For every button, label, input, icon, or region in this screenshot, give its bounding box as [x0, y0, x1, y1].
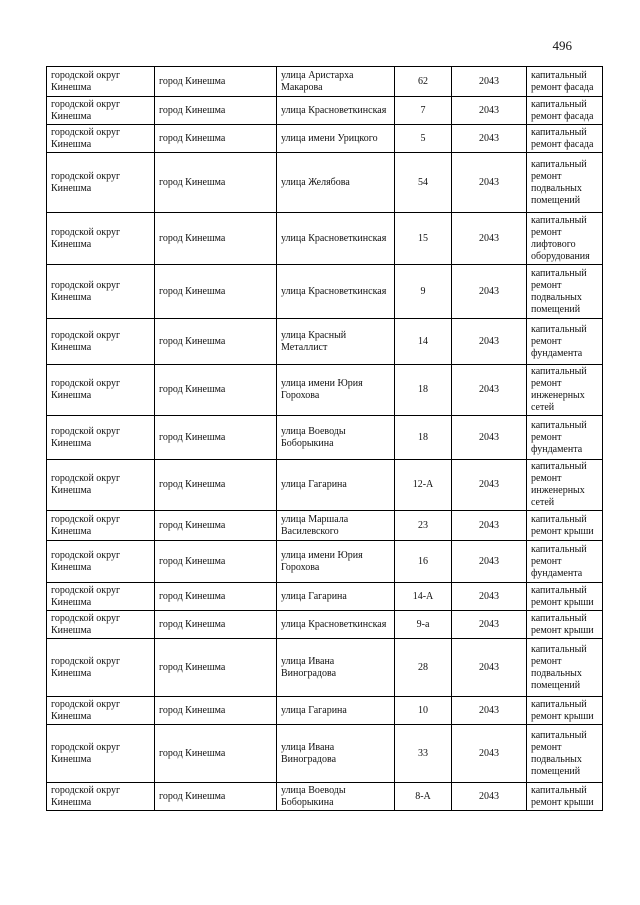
street-cell: улица Воеводы Боборыкина — [277, 783, 395, 811]
table-row — [47, 416, 603, 460]
city-cell: город Кинешма — [155, 319, 277, 365]
city-cell: город Кинешма — [155, 97, 277, 125]
city-cell: город Кинешма — [155, 725, 277, 783]
table-row — [47, 125, 603, 153]
street-cell: улица Гагарина — [277, 583, 395, 611]
city-cell: город Кинешма — [155, 365, 277, 416]
district-cell: городской округ Кинешма — [47, 639, 155, 697]
house-number-cell: 62 — [395, 67, 452, 97]
year-cell: 2043 — [452, 319, 527, 365]
city-cell: город Кинешма — [155, 583, 277, 611]
house-number-cell: 54 — [395, 153, 452, 213]
house-number-cell: 18 — [395, 416, 452, 460]
table-row — [47, 365, 603, 416]
district-cell: городской округ Кинешма — [47, 697, 155, 725]
street-cell: улица Красноветкинская — [277, 611, 395, 639]
year-cell: 2043 — [452, 365, 527, 416]
district-cell: городской округ Кинешма — [47, 783, 155, 811]
city-cell: город Кинешма — [155, 67, 277, 97]
work-type-cell: капитальный ремонт подвальных помещений — [527, 265, 603, 319]
table-row — [47, 460, 603, 511]
house-number-cell: 28 — [395, 639, 452, 697]
street-cell: улица Желябова — [277, 153, 395, 213]
year-cell: 2043 — [452, 511, 527, 541]
year-cell: 2043 — [452, 153, 527, 213]
district-cell: городской округ Кинешма — [47, 125, 155, 153]
street-cell: улица имени Юрия Горохова — [277, 365, 395, 416]
city-cell: город Кинешма — [155, 611, 277, 639]
house-number-cell: 18 — [395, 365, 452, 416]
house-number-cell: 33 — [395, 725, 452, 783]
city-cell: город Кинешма — [155, 153, 277, 213]
year-cell: 2043 — [452, 639, 527, 697]
house-number-cell: 8-А — [395, 783, 452, 811]
district-cell: городской округ Кинешма — [47, 153, 155, 213]
house-number-cell: 7 — [395, 97, 452, 125]
work-type-cell: капитальный ремонт инженерных сетей — [527, 460, 603, 511]
work-type-cell: капитальный ремонт подвальных помещений — [527, 725, 603, 783]
table-row — [47, 213, 603, 265]
work-type-cell: капитальный ремонт крыши — [527, 611, 603, 639]
table-row — [47, 725, 603, 783]
street-cell: улица Гагарина — [277, 697, 395, 725]
page-number: 496 — [552, 38, 572, 53]
city-cell: город Кинешма — [155, 541, 277, 583]
year-cell: 2043 — [452, 97, 527, 125]
table-row — [47, 67, 603, 97]
year-cell: 2043 — [452, 725, 527, 783]
district-cell: городской округ Кинешма — [47, 611, 155, 639]
table-row — [47, 319, 603, 365]
district-cell: городской округ Кинешма — [47, 541, 155, 583]
district-cell: городской округ Кинешма — [47, 583, 155, 611]
house-number-cell: 14-А — [395, 583, 452, 611]
work-type-cell: капитальный ремонт фасада — [527, 125, 603, 153]
street-cell: улица Ивана Виноградова — [277, 725, 395, 783]
table-row — [47, 783, 603, 811]
work-type-cell: капитальный ремонт инженерных сетей — [527, 365, 603, 416]
year-cell: 2043 — [452, 697, 527, 725]
table-row — [47, 153, 603, 213]
year-cell: 2043 — [452, 125, 527, 153]
street-cell: улица имени Урицкого — [277, 125, 395, 153]
table-row — [47, 97, 603, 125]
street-cell: улица Красный Металлист — [277, 319, 395, 365]
district-cell: городской округ Кинешма — [47, 725, 155, 783]
work-type-cell: капитальный ремонт фасада — [527, 97, 603, 125]
city-cell: город Кинешма — [155, 783, 277, 811]
year-cell: 2043 — [452, 460, 527, 511]
year-cell: 2043 — [452, 583, 527, 611]
street-cell: улица Ивана Виноградова — [277, 639, 395, 697]
year-cell: 2043 — [452, 67, 527, 97]
work-type-cell: капитальный ремонт крыши — [527, 783, 603, 811]
year-cell: 2043 — [452, 611, 527, 639]
district-cell: городской округ Кинешма — [47, 365, 155, 416]
table-row — [47, 511, 603, 541]
district-cell: городской округ Кинешма — [47, 97, 155, 125]
district-cell: городской округ Кинешма — [47, 511, 155, 541]
table-row — [47, 541, 603, 583]
district-cell: городской округ Кинешма — [47, 265, 155, 319]
city-cell: город Кинешма — [155, 265, 277, 319]
work-type-cell: капитальный ремонт фундамента — [527, 541, 603, 583]
table-row — [47, 611, 603, 639]
street-cell: улица Красноветкинская — [277, 213, 395, 265]
work-type-cell: капитальный ремонт крыши — [527, 511, 603, 541]
street-cell: улица Воеводы Боборыкина — [277, 416, 395, 460]
district-cell: городской округ Кинешма — [47, 416, 155, 460]
district-cell: городской округ Кинешма — [47, 67, 155, 97]
house-number-cell: 12-А — [395, 460, 452, 511]
city-cell: город Кинешма — [155, 416, 277, 460]
street-cell: улица имени Юрия Горохова — [277, 541, 395, 583]
street-cell: улица Красноветкинская — [277, 97, 395, 125]
work-type-cell: капитальный ремонт крыши — [527, 583, 603, 611]
house-number-cell: 9-а — [395, 611, 452, 639]
house-number-cell: 14 — [395, 319, 452, 365]
house-number-cell: 9 — [395, 265, 452, 319]
work-type-cell: капитальный ремонт фундамента — [527, 416, 603, 460]
table-body — [47, 67, 603, 811]
table-row — [47, 265, 603, 319]
work-type-cell: капитальный ремонт фундамента — [527, 319, 603, 365]
year-cell: 2043 — [452, 541, 527, 583]
year-cell: 2043 — [452, 783, 527, 811]
house-number-cell: 15 — [395, 213, 452, 265]
city-cell: город Кинешма — [155, 639, 277, 697]
city-cell: город Кинешма — [155, 460, 277, 511]
house-number-cell: 23 — [395, 511, 452, 541]
district-cell: городской округ Кинешма — [47, 319, 155, 365]
city-cell: город Кинешма — [155, 125, 277, 153]
street-cell: улица Аристарха Макарова — [277, 67, 395, 97]
year-cell: 2043 — [452, 416, 527, 460]
work-type-cell: капитальный ремонт фасада — [527, 67, 603, 97]
city-cell: город Кинешма — [155, 511, 277, 541]
district-cell: городской округ Кинешма — [47, 213, 155, 265]
work-type-cell: капитальный ремонт лифтового оборудования — [527, 213, 603, 265]
district-cell: городской округ Кинешма — [47, 460, 155, 511]
street-cell: улица Маршала Василевского — [277, 511, 395, 541]
table-row — [47, 697, 603, 725]
work-type-cell: капитальный ремонт крыши — [527, 697, 603, 725]
repair-schedule-table — [46, 66, 603, 811]
city-cell: город Кинешма — [155, 213, 277, 265]
city-cell: город Кинешма — [155, 697, 277, 725]
table-row — [47, 639, 603, 697]
work-type-cell: капитальный ремонт подвальных помещений — [527, 639, 603, 697]
table-row — [47, 583, 603, 611]
work-type-cell: капитальный ремонт подвальных помещений — [527, 153, 603, 213]
house-number-cell: 5 — [395, 125, 452, 153]
street-cell: улица Красноветкинская — [277, 265, 395, 319]
year-cell: 2043 — [452, 213, 527, 265]
house-number-cell: 10 — [395, 697, 452, 725]
street-cell: улица Гагарина — [277, 460, 395, 511]
house-number-cell: 16 — [395, 541, 452, 583]
year-cell: 2043 — [452, 265, 527, 319]
